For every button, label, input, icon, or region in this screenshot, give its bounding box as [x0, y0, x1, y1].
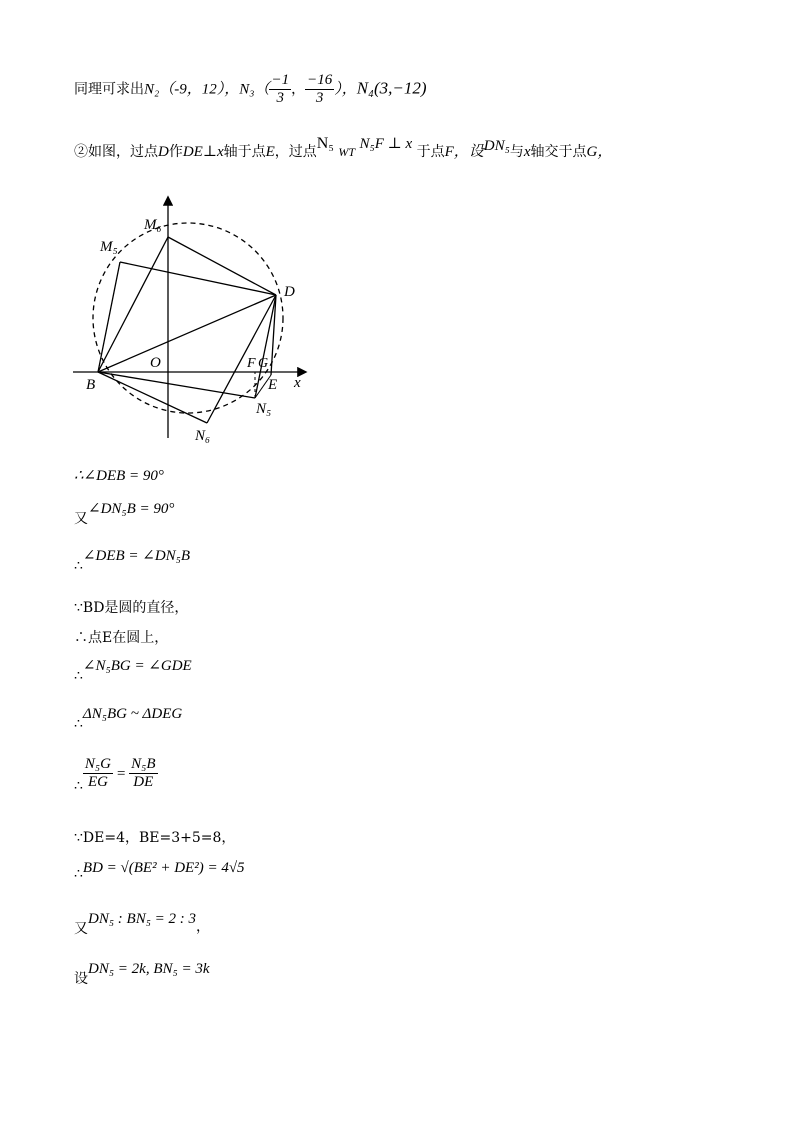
segment-M5-D: [120, 262, 276, 295]
text-line-2: [74, 135, 613, 161]
segment-B-M6: [98, 237, 168, 372]
line2-a: ②如图，过点: [74, 144, 158, 160]
statement-11-suffix: ，: [196, 919, 211, 935]
statement-7-prefix: ∴: [74, 716, 83, 732]
statement-7-math: ΔN₅BG ~ ΔDEG: [82, 706, 183, 722]
statement-12: [74, 958, 210, 987]
statement-4: ∵BD是圆的直径，: [74, 600, 189, 616]
n3-close: ），: [334, 81, 357, 98]
line2-h: N₅: [316, 135, 334, 152]
label-M6: M₆: [144, 217, 162, 233]
statement-3-prefix: ∴: [74, 558, 83, 574]
n3-y-fraction: $\frac{-16}{3}$: [307, 72, 333, 106]
segment-B-N5: [98, 372, 255, 398]
statement-10-prefix: ∴: [74, 866, 83, 882]
statement-9: ∵DE=4，BE=3+5=8，: [74, 830, 236, 846]
label-x: x: [294, 375, 301, 391]
n2-coords: N₂（-9，12），: [144, 81, 240, 98]
statement-11: [74, 908, 211, 937]
line2-i: WT: [338, 145, 356, 159]
n4-coords: N₄(3,−12): [356, 78, 427, 98]
geometry-figure: [68, 195, 308, 455]
n3-label: N₃（: [239, 81, 270, 98]
statement-1: ∴∠DEB = 90°: [74, 468, 164, 484]
line2-d: DE⊥x: [182, 144, 224, 160]
label-B: B: [86, 377, 96, 393]
line1-prefix: 同理可求出: [74, 81, 144, 98]
statement-7: [74, 706, 183, 732]
statement-6-math: ∠N₅BG = ∠GDE: [82, 658, 192, 674]
segment-B-M5: [98, 262, 120, 372]
line2-f: E: [265, 144, 275, 160]
statement-6-prefix: ∴: [74, 668, 83, 684]
fraction-N5G-EG: $\frac{\text{N₅G}}{EG}$: [84, 756, 111, 790]
line2-m: DN₅: [483, 138, 510, 154]
label-F: F: [247, 356, 256, 371]
label-E: E: [268, 377, 278, 393]
statement-11-prefix: 又: [74, 921, 88, 937]
statement-8-prefix: ∴: [74, 777, 83, 794]
label-O: O: [150, 355, 161, 371]
line2-k: 于点: [416, 144, 445, 160]
segment-B-N6: [98, 372, 207, 423]
line2-g: ，过点: [274, 144, 317, 160]
fraction-N5B-DE: $\frac{\text{N₅B}}{DE}$: [131, 756, 156, 790]
statement-12-prefix: 设: [74, 971, 88, 987]
statement-3-math: ∠DEB = ∠DN₅B: [82, 548, 191, 564]
line2-j: N₅F ⊥ x: [359, 136, 413, 152]
statement-6: [74, 656, 192, 684]
text-line-1: [74, 72, 427, 107]
statement-3: [74, 546, 191, 574]
statement-8-equals: =: [115, 765, 127, 782]
label-D: D: [284, 284, 295, 300]
statement-11-math: DN₅ : BN₅ = 2 : 3: [88, 911, 197, 927]
statement-2-prefix: 又: [74, 511, 88, 527]
n3-separator: ，: [291, 81, 306, 98]
line2-e: 轴于点: [223, 144, 266, 160]
statement-10-math: BD = √(BE² + DE²) = 4√5: [82, 860, 245, 876]
line2-l: F，设: [444, 144, 484, 160]
n3-x-fraction: $\frac{-1}{3}$: [271, 72, 290, 106]
line2-p: 轴交于点: [530, 144, 587, 160]
label-G: G: [258, 356, 269, 371]
line2-q: G，: [586, 144, 613, 160]
label-N6: N₆: [195, 428, 211, 444]
statement-8: [74, 756, 158, 794]
line2-o: x: [523, 144, 531, 160]
line2-b: D: [158, 144, 169, 160]
segment-M6-D: [168, 237, 276, 295]
statement-2-math: ∠DN₅B = 90°: [88, 501, 175, 517]
line2-n: 与: [509, 144, 524, 160]
label-M5: M₅: [100, 239, 118, 255]
statement-2: [74, 498, 175, 527]
label-N5: N₅: [256, 401, 272, 417]
statement-10: [74, 860, 245, 882]
statement-12-math: DN₅ = 2k, BN₅ = 3k: [88, 961, 210, 977]
statement-5: ∴点E在圆上，: [74, 630, 169, 646]
line2-c: 作: [168, 144, 183, 160]
